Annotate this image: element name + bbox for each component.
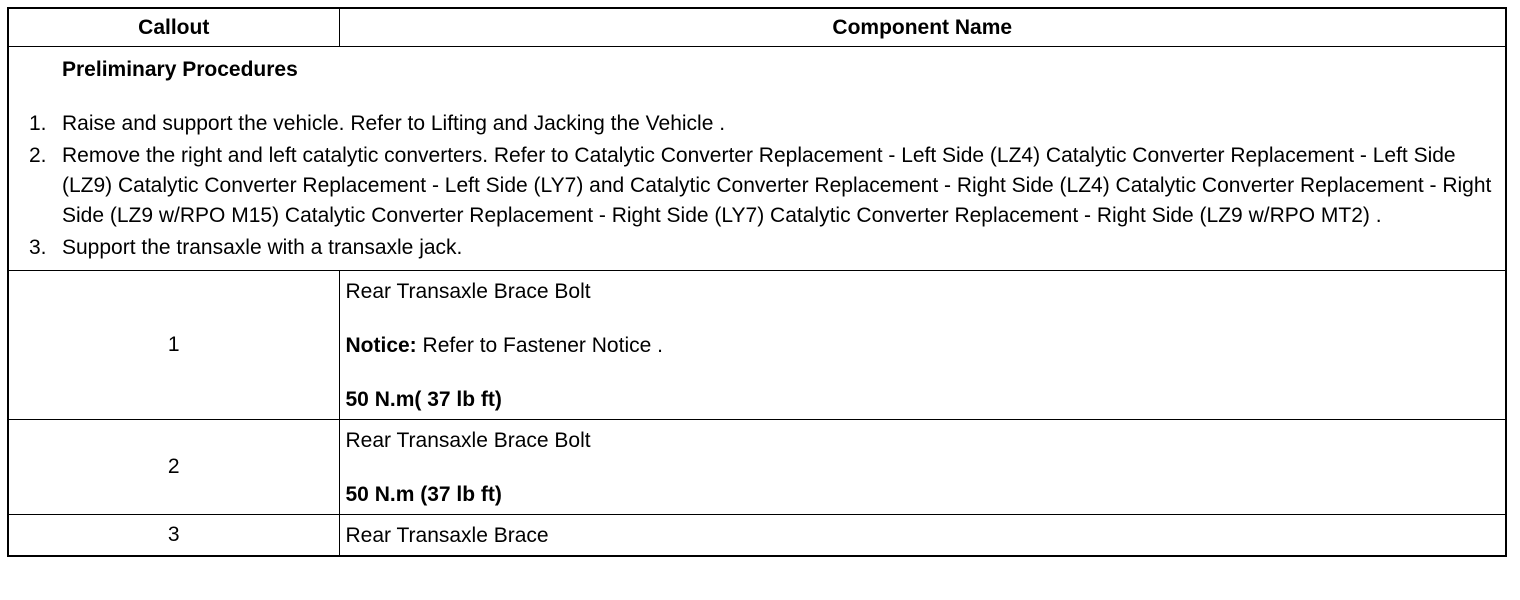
component-name-column-header: Component Name [339,9,1505,47]
component-name: Rear Transaxle Brace Bolt [345,280,591,303]
preliminary-procedures-title: Preliminary Procedures [62,58,298,81]
component-cell [339,271,1505,420]
torque-spec: 50 N.m (37 lb ft) [345,483,502,506]
component-table-container [7,7,1507,557]
table-row [9,420,1505,515]
step-number: 1. [29,112,47,135]
table-row [9,271,1505,420]
component-table [9,9,1505,555]
notice-label: Notice: [345,334,417,357]
step-text: Raise and support the vehicle. Refer to Lifting and Jacking the Vehicle . [62,112,726,135]
component-cell [339,420,1505,515]
notice-line [346,331,1498,361]
component-cell [339,515,1505,556]
component-name: Rear Transaxle Brace [345,524,549,547]
step-number: 3. [29,236,47,259]
callout-number: 3 [9,515,339,556]
step-text: Support the transaxle with a transaxle jack. [62,236,463,259]
step-number: 2. [29,144,47,167]
procedure-steps-list [29,109,1497,263]
table-row [9,515,1505,556]
table-header-row [9,9,1505,47]
procedure-step [29,109,1497,139]
procedure-step [29,141,1497,231]
component-name: Rear Transaxle Brace Bolt [345,429,591,452]
torque-spec: 50 N.m( 37 lb ft) [345,388,502,411]
preliminary-procedures-cell [9,47,1505,271]
callout-number: 2 [9,420,339,515]
preliminary-procedures-row [9,47,1505,271]
procedure-step [29,233,1497,263]
callout-column-header: Callout [9,9,339,47]
notice-text: Refer to Fastener Notice . [416,334,663,357]
step-text: Remove the right and left catalytic converters. Refer to Catalytic Converter Replacement - Left Side (LZ4) Catalytic Converter Replacement - Left Side (LZ9) Catalytic Converter Replacement - Left Side (LY7) and Catalytic Converter Replacement - Right Side (LZ4) Catalytic Converter Replacement - Right Side (LZ9 w/RPO M15) Catalytic Converter Replacement - Right Side (LY7) Catalytic Converter Replacement - Right Side (LZ9 w/RPO MT2) . [62,144,1492,227]
callout-number: 1 [9,271,339,420]
